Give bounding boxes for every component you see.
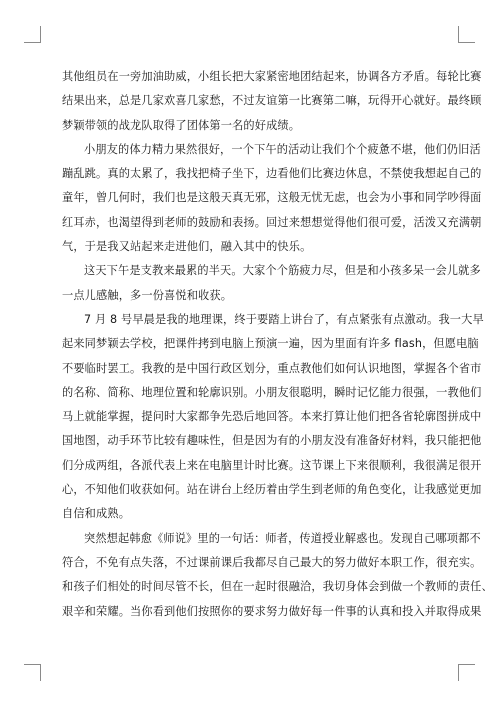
text-line: 符合，不免有点失落，不过课前课后我都尽自己最大的努力做好本职工作，很充实。 (62, 555, 482, 569)
document-body (62, 65, 493, 624)
text-line: 自信和成熟。 (62, 507, 131, 521)
crop-mark-top-right (458, 26, 475, 43)
text-line: 红耳赤，也渴望得到老师的鼓励和表扬。回过来想想觉得他们很可爱，活泼又充满朝 (62, 215, 482, 229)
crop-mark-bottom-right (458, 664, 475, 681)
text-line: 结果出来，总是几家欢喜几家愁，不过友谊第一比赛第二嘛，玩得开心就好。最终顾 (62, 94, 482, 108)
paragraph-first-line: 小朋友的体力精力果然很好，一个下午的活动让我们个个疲惫不堪，他们仍旧活 (84, 142, 481, 156)
text-line: 童年，曾几何时，我们也是这般天真无邪，这般无忧无虑，也会为小事和同学吵得面 (62, 191, 482, 205)
paragraph-first-line: 7 月 8 号早晨是我的地理课，终于要踏上讲台了，有点紧张有点激动。我一大早 (84, 312, 484, 326)
text-line: 其他组员在一旁加油助威，小组长把大家紧密地团结起来，协调各方矛盾。每轮比赛 (62, 70, 482, 83)
text-line: 梦颖带领的战龙队取得了团体第一名的好成绩。 (62, 118, 301, 132)
crop-mark-top-left (24, 26, 41, 43)
text-line: 起来同梦颖去学校，把课件拷到电脑上预演一遍，因为里面有许多 flash，但愿电脑 (62, 337, 479, 351)
text-line: 国地图，动手环节比较有趣味性，但是因为有的小朋友没有准备好材料，我只能把他 (62, 434, 482, 448)
paragraph-first-line: 突然想起韩愈《师说》里的一句话：师者，传道授业解惑也。发现自己哪项都不 (84, 531, 481, 545)
crop-mark-bottom-left (24, 664, 41, 681)
text-line: 心，不知他们收获如何。站在讲台上经历着由学生到老师的角色变化，让我感觉更加 (62, 483, 482, 497)
text-line: 和孩子们相处的时间尽管不长，但在一起时很融洽，我切身体会到做一个教师的责任、 (62, 580, 493, 594)
text-line: 马上就能掌握，提问时大家都争先恐后地回答。本来打算让他们把各省轮廓图拼成中 (62, 410, 482, 424)
paragraph-first-line: 这天下午是支教来最累的半天。大家个个筋疲力尽，但是和小孩多呆一会儿就多 (84, 264, 481, 278)
text-line: 们分成两组，各派代表上来在电脑里计时比赛。这节课上下来很顺利，我很满足很开 (62, 458, 482, 472)
text-line: 蹦乱跳。真的太累了，我找把椅子坐下，边看他们比赛边休息，不禁使我想起自己的 (62, 167, 482, 181)
text-line: 艰辛和荣耀。当你看到他们按照你的要求努力做好每一件事的认真和投入并取得成果 (62, 604, 482, 618)
text-line: 一点儿感触，多一份喜悦和收获。 (62, 288, 233, 302)
text-line: 的名称、简称、地理位置和轮廓识别。小朋友很聪明，瞬时记忆能力很强，一教他们 (62, 385, 482, 399)
text-line: 气，于是我又站起来走进他们，融入其中的快乐。 (62, 240, 312, 254)
text-line: 不要临时罢工。我教的是中国行政区划分，重点教他们如何认识地图，掌握各个省市 (62, 361, 482, 375)
